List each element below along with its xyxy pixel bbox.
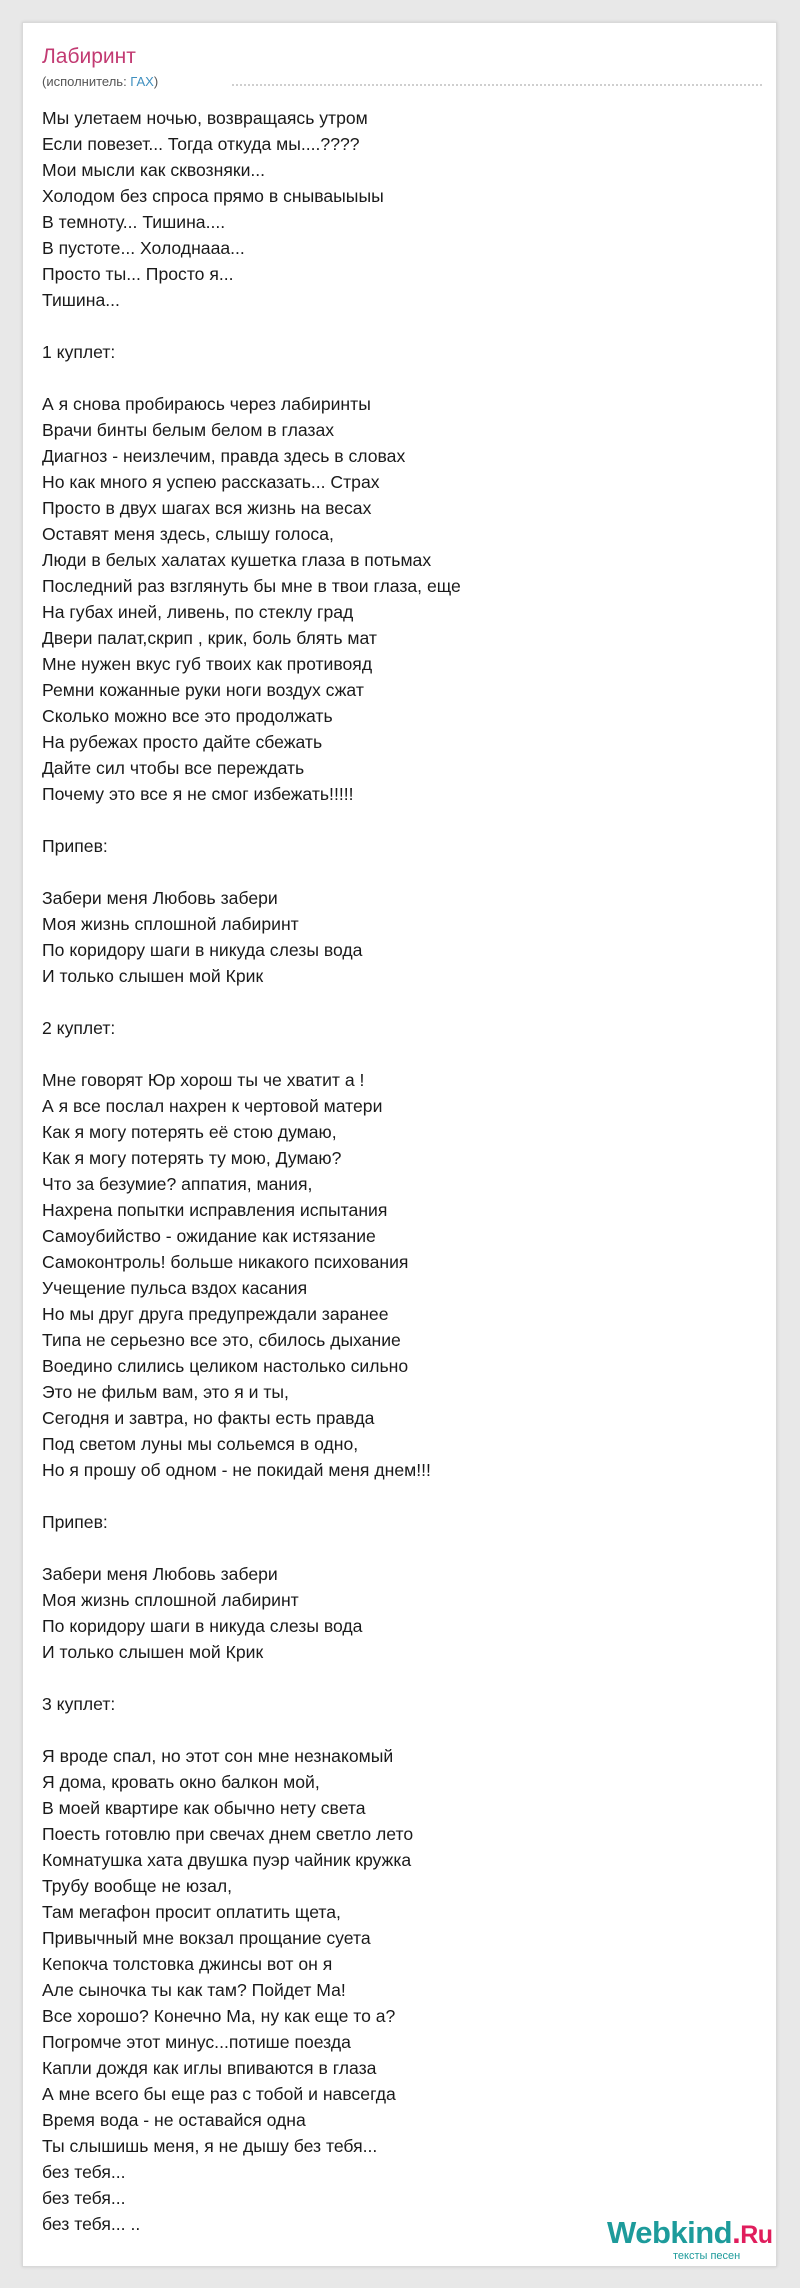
lyric-line: без тебя... .. <box>42 2214 141 2234</box>
lyric-line: Что за безумие? аппатия, мания, <box>42 1174 313 1194</box>
lyric-line: Припев: <box>42 1512 108 1532</box>
lyric-line: 3 куплет: <box>42 1694 116 1714</box>
stanza-gap <box>42 1535 762 1561</box>
lyric-line: Мои мысли как сквозняки... <box>42 160 266 180</box>
lyric-line: И только слышен мой Крик <box>42 1642 264 1662</box>
lyric-line: Нахрена попытки исправления испытания <box>42 1200 388 1220</box>
performer-row <box>42 73 762 91</box>
lyric-line: Погромче этот минус...потише поезда <box>42 2032 351 2052</box>
lyric-line: На губах иней, ливень, по стеклу град <box>42 602 354 622</box>
stanza-gap <box>42 1483 762 1509</box>
lyric-line: Холодом без спроса прямо в снываыыыы <box>42 186 384 206</box>
lyric-line: Как я могу потерять ту мою, Думаю? <box>42 1148 342 1168</box>
lyric-line: Сколько можно все это продолжать <box>42 706 333 726</box>
lyric-line: Диагноз - неизлечим, правда здесь в словах <box>42 446 406 466</box>
lyric-line: А я снова пробираюсь через лабиринты <box>42 394 371 414</box>
lyric-line: Припев: <box>42 836 108 856</box>
lyric-line: А я все послал нахрен к чертовой матери <box>42 1096 383 1116</box>
lyric-line: Ты слышишь меня, я не дышу без тебя... <box>42 2136 378 2156</box>
lyric-line: Воедино слились целиком настолько сильно <box>42 1356 409 1376</box>
performer-prefix: (исполнитель: <box>42 74 131 89</box>
lyric-line: Но я прошу об одном - не покидай меня днем!!! <box>42 1460 431 1480</box>
lyric-line: В темноту... Тишина.... <box>42 212 226 232</box>
lyric-line: Последний раз взглянуть бы мне в твои глаза, еще <box>42 576 461 596</box>
lyric-line: Привычный мне вокзал прощание суета <box>42 1928 371 1948</box>
lyric-line: Я дома, кровать окно балкон мой, <box>42 1772 320 1792</box>
lyric-line: Мы улетаем ночью, возвращаясь утром <box>42 108 368 128</box>
lyric-line: В моей квартире как обычно нету света <box>42 1798 366 1818</box>
logo-name: Webkind <box>607 2215 733 2250</box>
lyric-line: без тебя... <box>42 2162 126 2182</box>
logo-tagline: тексты песен <box>673 2250 741 2262</box>
lyric-line: По коридору шаги в никуда слезы вода <box>42 1616 363 1636</box>
lyric-line: В пустоте... Холоднааа... <box>42 238 245 258</box>
lyric-line: Но мы друг друга предупреждали заранее <box>42 1304 389 1324</box>
lyric-line: Двери палат,скрип , крик, боль блять мат <box>42 628 377 648</box>
lyric-line: Тишина... <box>42 290 120 310</box>
lyric-line: По коридору шаги в никуда слезы вода <box>42 940 363 960</box>
lyric-line: Моя жизнь сплошной лабиринт <box>42 914 299 934</box>
song-title: Лабиринт <box>42 45 136 68</box>
lyric-line: Забери меня Любовь забери <box>42 888 278 908</box>
lyric-line: Просто ты... Просто я... <box>42 264 234 284</box>
lyric-line: Мне говорят Юр хорош ты че хватит а ! <box>42 1070 365 1090</box>
stanza-gap <box>42 1717 762 1743</box>
stanza-gap <box>42 807 762 833</box>
stanza-gap <box>42 989 762 1015</box>
lyric-line: Под светом луны мы сольемся в одно, <box>42 1434 359 1454</box>
lyric-line: Если повезет... Тогда откуда мы....???? <box>42 134 360 154</box>
lyric-line: 2 куплет: <box>42 1018 116 1038</box>
stanza-gap <box>42 1041 762 1067</box>
lyric-line: А мне всего бы еще раз с тобой и навсегда <box>42 2084 396 2104</box>
performer-suffix: ) <box>153 74 159 89</box>
lyric-line: Врачи бинты белым белом в глазах <box>42 420 335 440</box>
lyric-line: Но как много я успею рассказать... Страх <box>42 472 380 492</box>
lyric-line: И только слышен мой Крик <box>42 966 264 986</box>
stanza-gap <box>42 365 762 391</box>
stanza-gap <box>42 859 762 885</box>
logo-tld: Ru <box>740 2221 773 2249</box>
lyric-line: Моя жизнь сплошной лабиринт <box>42 1590 299 1610</box>
lyric-line: На рубежах просто дайте сбежать <box>42 732 323 752</box>
lyric-line: Мне нужен вкус губ твоих как противояд <box>42 654 373 674</box>
lyric-line: Трубу вообще не юзал, <box>42 1876 233 1896</box>
lyric-line: Люди в белых халатах кушетка глаза в потьмах <box>42 550 432 570</box>
lyric-line: Просто в двух шагах вся жизнь на весах <box>42 498 372 518</box>
lyric-line: Как я могу потерять её стою думаю, <box>42 1122 337 1142</box>
lyric-line: Время вода - не оставайся одна <box>42 2110 306 2130</box>
lyric-line: Комнатушка хата двушка пуэр чайник кружка <box>42 1850 412 1870</box>
logo-dot: . <box>732 2215 741 2250</box>
lyric-line: Кепокча толстовка джинсы вот он я <box>42 1954 333 1974</box>
lyrics-text <box>42 105 762 2237</box>
stanza-gap <box>42 1665 762 1691</box>
lyric-line: Сегодня и завтра, но факты есть правда <box>42 1408 375 1428</box>
lyric-line: 1 куплет: <box>42 342 116 362</box>
lyric-line: Але сыночка ты как там? Пойдет Ма! <box>42 1980 346 2000</box>
logo-wordmark <box>607 2215 773 2253</box>
lyric-line: Я вроде спал, но этот сон мне незнакомый <box>42 1746 394 1766</box>
lyric-line: Самоконтроль! больше никакого психования <box>42 1252 409 1272</box>
artist-link[interactable]: ГАХ <box>130 74 154 89</box>
stanza-gap <box>42 313 762 339</box>
lyric-line: Типа не серьезно все это, сбилось дыхание <box>42 1330 401 1350</box>
site-logo[interactable] <box>583 2215 798 2265</box>
lyric-line: Поесть готовлю при свечах днем светло лето <box>42 1824 414 1844</box>
lyric-line: Учещение пульса вздох касания <box>42 1278 308 1298</box>
lyrics-page <box>22 22 777 2267</box>
lyric-line: Почему это все я не смог избежать!!!!! <box>42 784 354 804</box>
lyric-line: Это не фильм вам, это я и ты, <box>42 1382 289 1402</box>
lyric-line: Оставят меня здесь, слышу голоса, <box>42 524 334 544</box>
lyric-line: Ремни кожанные руки ноги воздух сжат <box>42 680 364 700</box>
lyric-line: Самоубийство - ожидание как истязание <box>42 1226 376 1246</box>
lyric-line: Забери меня Любовь забери <box>42 1564 278 1584</box>
lyric-line: Там мегафон просит оплатить щета, <box>42 1902 341 1922</box>
lyric-line: без тебя... <box>42 2188 126 2208</box>
lyric-line: Все хорошо? Конечно Ма, ну как еще то а? <box>42 2006 396 2026</box>
lyric-line: Дайте сил чтобы все переждать <box>42 758 305 778</box>
lyric-line: Капли дождя как иглы впиваются в глаза <box>42 2058 377 2078</box>
dotted-divider <box>232 84 762 86</box>
